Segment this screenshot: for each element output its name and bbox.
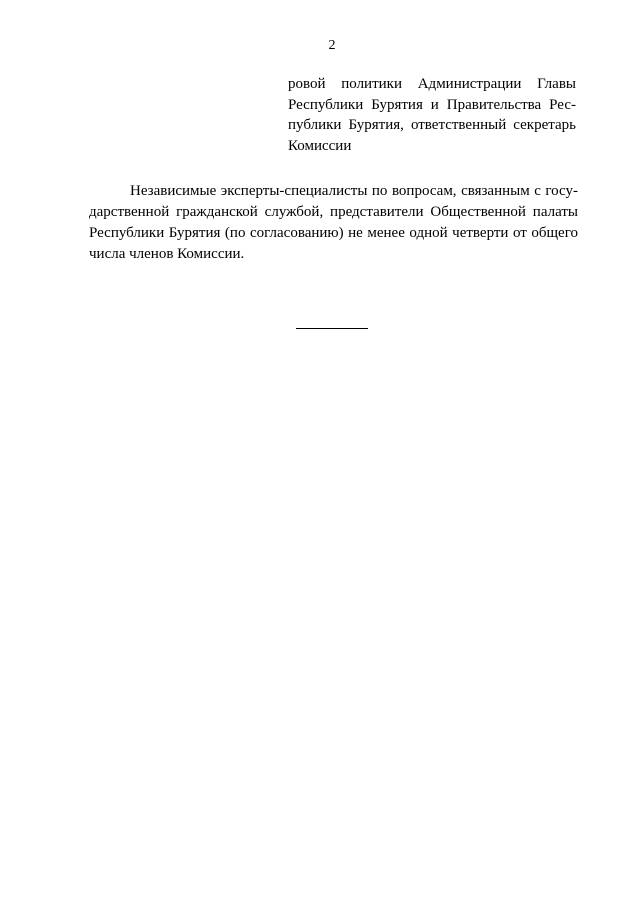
continuation-line-3: публики Бурятия, ответственный секретарь	[288, 117, 576, 133]
paragraph-line-4: числа членов Комиссии.	[89, 246, 245, 262]
member-description-continuation	[288, 74, 576, 156]
end-separator-line	[296, 328, 368, 329]
paragraph-line-1: Независимые эксперты-специалисты по вопросам, связанным с госу-	[130, 183, 578, 199]
page-number: 2	[328, 38, 336, 53]
independent-experts-paragraph	[89, 181, 578, 265]
continuation-line-1: ровой политики Администрации Главы	[288, 76, 576, 92]
paragraph-line-2: дарственной гражданской службой, представители Общественной палаты	[89, 204, 578, 220]
continuation-line-4: Комиссии	[288, 137, 352, 154]
continuation-line-2: Республики Бурятия и Правительства Рес-	[288, 96, 576, 113]
paragraph-line-3: Республики Бурятия (по согласованию) не менее одной четверти от общего	[89, 225, 578, 241]
